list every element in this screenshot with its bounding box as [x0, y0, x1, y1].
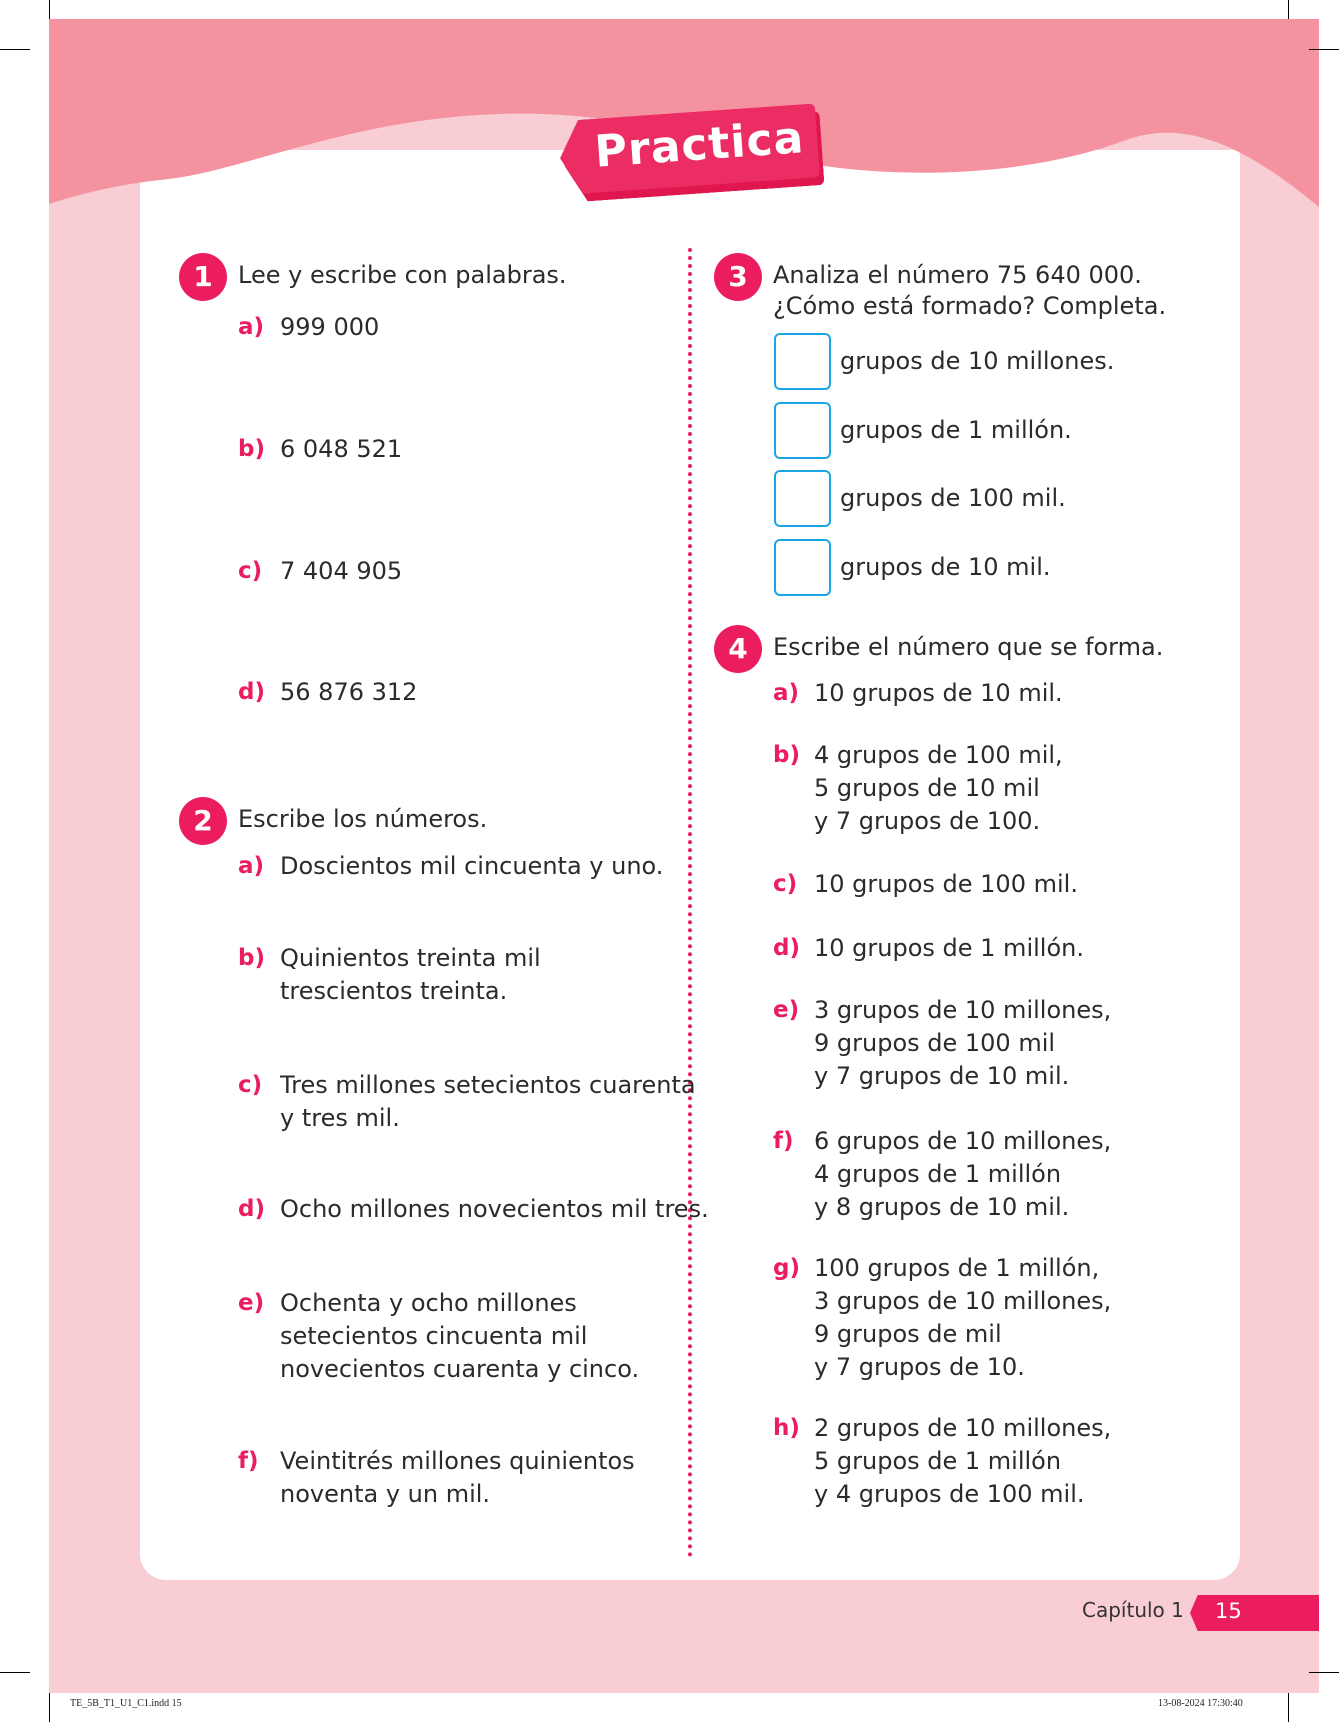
- item-label: h): [773, 1415, 800, 1441]
- item-label: f): [238, 1448, 259, 1474]
- answer-input-box[interactable]: [774, 470, 831, 527]
- item-text: noventa y un mil.: [280, 1480, 491, 1508]
- crop-mark: [0, 1672, 30, 1673]
- page-number-tab: [1190, 1595, 1319, 1631]
- page-title: Practica: [593, 112, 806, 178]
- item-text: Doscientos mil cincuenta y uno.: [280, 852, 664, 880]
- page-number: 15: [1215, 1599, 1242, 1623]
- item-text: 10 grupos de 1 millón.: [814, 934, 1084, 962]
- item-label: c): [238, 1072, 263, 1098]
- exercise-number-badge: 1: [179, 253, 227, 301]
- item-text: 9 grupos de mil: [814, 1320, 1002, 1348]
- item-text: 999 000: [280, 313, 380, 341]
- item-text: novecientos cuarenta y cinco.: [280, 1355, 640, 1383]
- item-text: Ochenta y ocho millones: [280, 1289, 577, 1317]
- answer-input-box[interactable]: [774, 539, 831, 596]
- item-label: a): [238, 853, 265, 879]
- item-label: d): [238, 1196, 265, 1222]
- item-label: b): [773, 742, 800, 768]
- answer-input-box[interactable]: [774, 402, 831, 459]
- item-text: 4 grupos de 100 mil,: [814, 741, 1063, 769]
- item-label: b): [238, 436, 265, 462]
- chapter-label: Capítulo 1: [1082, 1598, 1184, 1622]
- crop-mark: [1309, 1672, 1339, 1673]
- item-text: setecientos cincuenta mil: [280, 1322, 588, 1350]
- item-text: trescientos treinta.: [280, 977, 508, 1005]
- item-text: 3 grupos de 10 millones,: [814, 1287, 1112, 1315]
- item-text: 10 grupos de 10 mil.: [814, 679, 1063, 707]
- item-label: a): [238, 314, 265, 340]
- item-label: b): [238, 945, 265, 971]
- item-label: f): [773, 1128, 794, 1154]
- exercise-instruction: ¿Cómo está formado? Completa.: [773, 292, 1167, 320]
- column-divider: [688, 248, 692, 1558]
- item-text: y 4 grupos de 100 mil.: [814, 1480, 1085, 1508]
- crop-mark: [1288, 0, 1289, 19]
- slug-timestamp: 13-08-2024 17:30:40: [1158, 1698, 1243, 1709]
- item-text: y 8 grupos de 10 mil.: [814, 1193, 1070, 1221]
- item-text: 6 grupos de 10 millones,: [814, 1127, 1112, 1155]
- exercise-instruction: Escribe los números.: [238, 805, 488, 833]
- exercise-instruction: Escribe el número que se forma.: [773, 633, 1164, 661]
- item-text: y tres mil.: [280, 1104, 400, 1132]
- item-text: y 7 grupos de 10.: [814, 1353, 1025, 1381]
- item-text: 5 grupos de 1 millón: [814, 1447, 1062, 1475]
- item-text: Tres millones setecientos cuarenta: [280, 1071, 696, 1099]
- item-text: 9 grupos de 100 mil: [814, 1029, 1056, 1057]
- item-text: 2 grupos de 10 millones,: [814, 1414, 1112, 1442]
- item-text: Ocho millones novecientos mil tres.: [280, 1195, 709, 1223]
- slug-filename: TE_5B_T1_U1_C1.indd 15: [70, 1698, 182, 1709]
- crop-mark: [1288, 1693, 1289, 1722]
- exercise-number-badge: 3: [714, 253, 762, 301]
- item-label: d): [238, 679, 265, 705]
- item-text: Quinientos treinta mil: [280, 944, 541, 972]
- item-label: e): [238, 1290, 265, 1316]
- item-text: 4 grupos de 1 millón: [814, 1160, 1062, 1188]
- answer-input-box[interactable]: [774, 333, 831, 390]
- item-text: 10 grupos de 100 mil.: [814, 870, 1078, 898]
- exercise-instruction: Analiza el número 75 640 000.: [773, 261, 1142, 289]
- item-text: y 7 grupos de 10 mil.: [814, 1062, 1070, 1090]
- item-text: grupos de 100 mil.: [840, 484, 1066, 512]
- item-text: y 7 grupos de 100.: [814, 807, 1041, 835]
- item-text: 100 grupos de 1 millón,: [814, 1254, 1100, 1282]
- item-text: grupos de 10 mil.: [840, 553, 1051, 581]
- item-text: grupos de 10 millones.: [840, 347, 1115, 375]
- crop-mark: [0, 49, 30, 50]
- item-label: c): [773, 871, 798, 897]
- item-text: grupos de 1 millón.: [840, 416, 1072, 444]
- item-label: c): [238, 558, 263, 584]
- item-text: 6 048 521: [280, 435, 403, 463]
- exercise-number-badge: 2: [179, 797, 227, 845]
- item-text: 56 876 312: [280, 678, 418, 706]
- item-text: 7 404 905: [280, 557, 403, 585]
- item-text: Veintitrés millones quinientos: [280, 1447, 635, 1475]
- item-label: g): [773, 1255, 800, 1281]
- item-label: d): [773, 935, 800, 961]
- crop-mark: [49, 0, 50, 19]
- crop-mark: [1309, 49, 1339, 50]
- exercise-number-badge: 4: [714, 625, 762, 673]
- item-label: e): [773, 997, 800, 1023]
- item-label: a): [773, 680, 800, 706]
- exercise-instruction: Lee y escribe con palabras.: [238, 261, 567, 289]
- item-text: 3 grupos de 10 millones,: [814, 996, 1112, 1024]
- item-text: 5 grupos de 10 mil: [814, 774, 1040, 802]
- crop-mark: [49, 1693, 50, 1722]
